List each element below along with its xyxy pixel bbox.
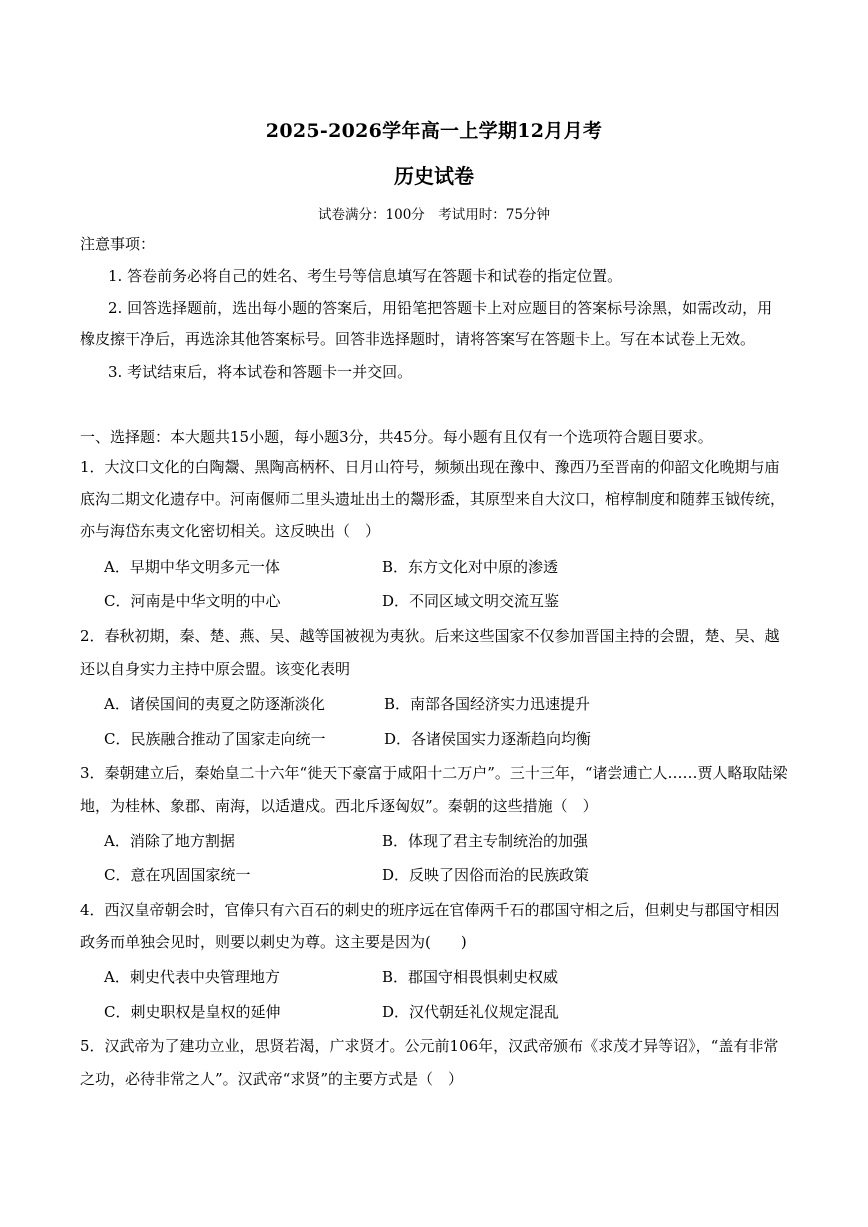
question-2-line-1: 2．春秋初期，秦、楚、燕、吴、越等国被视为夷狄。后来这些国家不仅参加晋国主持的会盟，楚、吴、越 bbox=[80, 627, 780, 645]
question-5-line-2: 之功，必待非常之人”。汉武帝“求贤”的主要方式是（ ） bbox=[80, 1070, 464, 1088]
notice-heading: 注意事项： bbox=[80, 235, 156, 253]
question-1-option-a: A．早期中华文明多元一体 bbox=[104, 558, 280, 576]
notice-item-1: 1. 答卷前务必将自己的姓名、考生号等信息填写在答题卡和试卷的指定位置。 bbox=[108, 267, 623, 285]
question-1-option-c: C．河南是中华文明的中心 bbox=[104, 592, 281, 610]
question-5-line-1: 5．汉武帝为了建功立业，思贤若渴，广求贤才。公元前106年，汉武帝颁布《求茂才异等诏》，“盖有非常 bbox=[80, 1037, 779, 1055]
section-heading: 一、选择题：本大题共15小题，每小题3分，共45分。每小题有且仅有一个选项符合题目要求。 bbox=[80, 428, 713, 446]
question-1-option-d: D．不同区域文明交流互鉴 bbox=[382, 592, 560, 610]
question-3-line-2: 地，为桂林、象郡、南海，以适遣戍。西北斥逐匈奴”。秦朝的这些措施（ ） bbox=[80, 797, 598, 815]
question-3-line-1: 3．秦朝建立后，秦始皇二十六年“徙天下豪富于咸阳十二万户”。三十三年，“诸尝逋亡人……贾人略取陆梁 bbox=[80, 764, 788, 782]
exam-info: 试卷满分：100分 考试用时：75分钟 bbox=[318, 207, 550, 223]
question-2-line-2: 还以自身实力主持中原会盟。该变化表明 bbox=[80, 660, 351, 678]
exam-title: 2025-2026学年高一上学期12月月考 bbox=[265, 120, 603, 142]
notice-item-2-line-2: 橡皮擦干净后，再选涂其他答案标号。回答非选择题时，请将答案写在答题卡上。写在本试卷上无效。 bbox=[80, 330, 756, 348]
question-4-line-1: 4．西汉皇帝朝会时，官俸只有六百石的刺史的班序远在官俸两千石的郡国守相之后，但刺史与郡国守相因 bbox=[80, 901, 780, 919]
question-4-line-2: 政务而单独会见时，则要以刺史为尊。这主要是因为( ) bbox=[80, 933, 467, 951]
question-2-option-b: B．南部各国经济实力迅速提升 bbox=[384, 695, 591, 713]
question-4-option-b: B．郡国守相畏惧刺史权威 bbox=[382, 968, 559, 986]
notice-item-3: 3. 考试结束后，将本试卷和答题卡一并交回。 bbox=[108, 363, 413, 381]
question-2-option-a: A．诸侯国间的夷夏之防逐渐淡化 bbox=[104, 695, 325, 713]
question-2-option-d: D．各诸侯国实力逐渐趋向均衡 bbox=[384, 730, 592, 748]
question-1-line-2: 底沟二期文化遗存中。河南偃师二里头遗址出土的鬶形盉，其原型来自大汶口，棺椁制度和随葬玉钺传统， bbox=[80, 490, 786, 508]
question-1-option-b: B．东方文化对中原的渗透 bbox=[382, 558, 559, 576]
question-4-option-d: D．汉代朝廷礼仪规定混乱 bbox=[382, 1003, 560, 1021]
notice-item-2-line-1: 2. 回答选择题前，选出每小题的答案后，用铅笔把答题卡上对应题目的答案标号涂黑，如需改动，用 bbox=[108, 299, 773, 317]
question-4-option-c: C．刺史职权是皇权的延伸 bbox=[104, 1003, 281, 1021]
question-1-line-1: 1．大汶口文化的白陶鬶、黑陶高柄杯、日月山符号，频频出现在豫中、豫西乃至晋南的仰韶文化晚期与庙 bbox=[80, 458, 780, 476]
question-2-option-c: C．民族融合推动了国家走向统一 bbox=[104, 730, 326, 748]
question-3-option-a: A．消除了地方割据 bbox=[104, 832, 235, 850]
question-4-option-a: A．刺史代表中央管理地方 bbox=[104, 968, 280, 986]
exam-subject: 历史试卷 bbox=[394, 164, 474, 188]
question-3-option-d: D．反映了因俗而治的民族政策 bbox=[382, 866, 590, 884]
question-3-option-c: C．意在巩固国家统一 bbox=[104, 866, 251, 884]
question-1-line-3: 亦与海岱东夷文化密切相关。这反映出（ ） bbox=[80, 522, 381, 540]
question-3-option-b: B．体现了君主专制统治的加强 bbox=[382, 832, 589, 850]
